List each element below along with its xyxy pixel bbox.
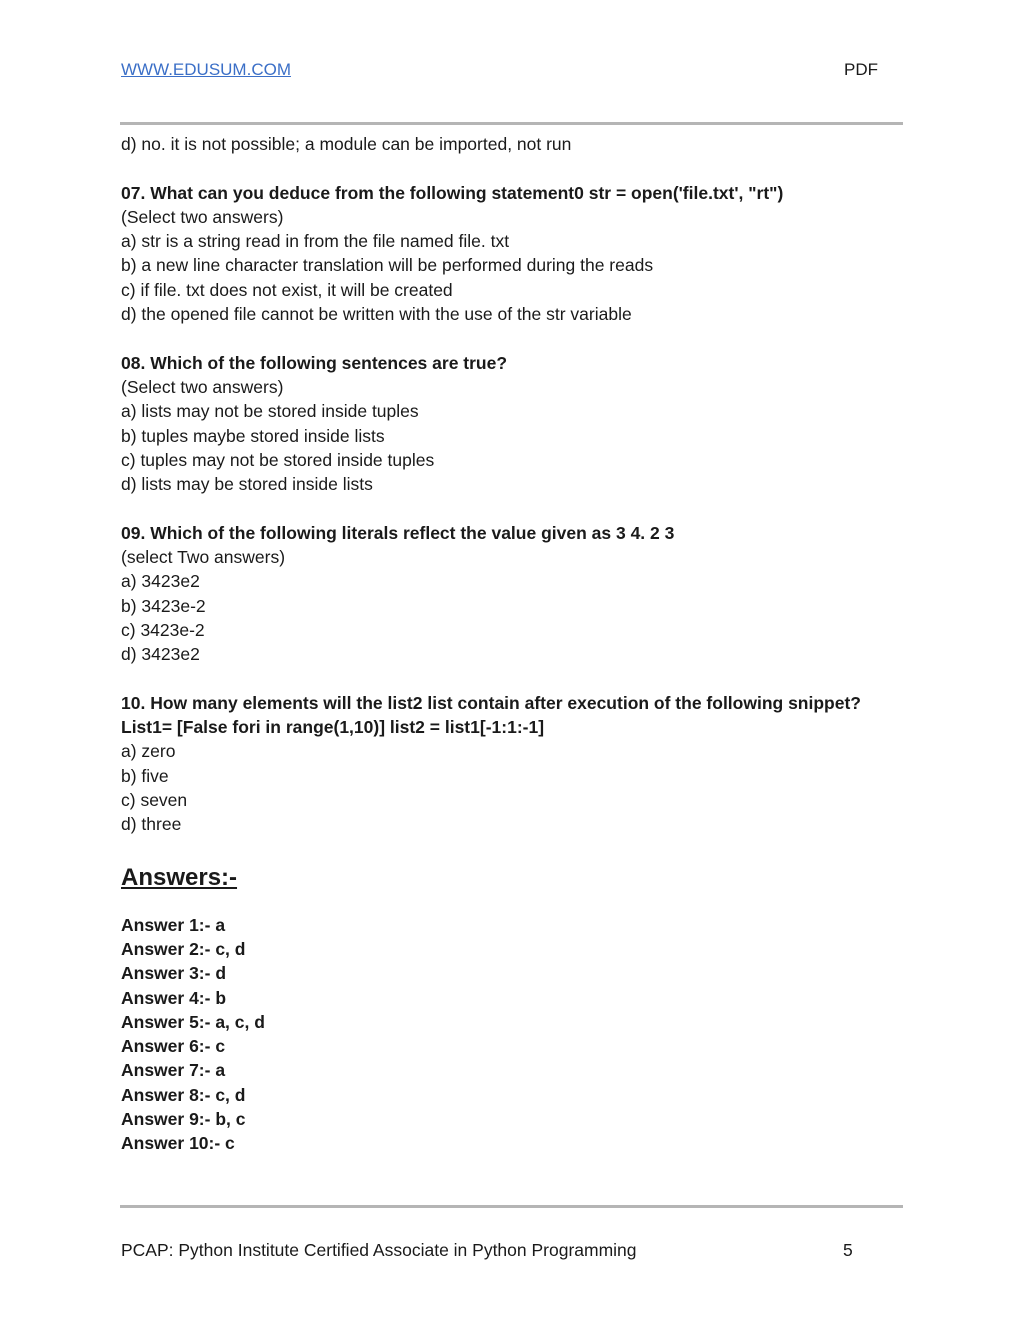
question-title: 08. Which of the following sentences are true? [121,352,508,373]
answer-item: Answer 4:- b [121,987,227,1008]
option-d: d) the opened file cannot be written with the use of the str variable [121,304,632,325]
answer-item: Answer 8:- c, d [121,1084,246,1105]
page-number: 5 [843,1240,853,1260]
question-instruction: (select Two answers) [121,547,286,568]
format-label: PDF [844,60,878,79]
page-content [121,132,911,1156]
answer-item: Answer 2:- c, d [121,938,246,959]
question-title: 09. Which of the following literals reflect the value given as 3 4. 2 3 [121,522,675,543]
answers-list [121,913,911,1156]
option-b: b) 3423e-2 [121,595,206,616]
option-b: b) tuples maybe stored inside lists [121,425,385,446]
question-07 [121,181,911,327]
question-instruction: (Select two answers) [121,376,284,397]
option-d: d) lists may be stored inside lists [121,474,373,495]
answer-item: Answer 6:- c [121,1036,226,1057]
option-a: a) zero [121,741,176,762]
answer-item: Answer 5:- a, c, d [121,1011,265,1032]
answer-item: Answer 7:- a [121,1060,226,1081]
question-code-snippet: List1= [False fori in range(1,10)] list2 = list1[-1:1:-1] [121,717,545,738]
question-08 [121,351,911,497]
option-a: a) lists may not be stored inside tuples [121,401,419,422]
option-c: c) if file. txt does not exist, it will be created [121,279,453,300]
answer-item: Answer 3:- d [121,963,227,984]
footer-title: PCAP: Python Institute Certified Associate in Python Programming [121,1240,637,1260]
carryover-option: d) no. it is not possible; a module can be imported, not run [121,134,572,154]
question-title: 07. What can you deduce from the following statement0 str = open('file.txt', "rt") [121,182,784,203]
answer-item: Answer 9:- b, c [121,1108,246,1129]
answer-item: Answer 10:- c [121,1133,235,1154]
option-c: c) seven [121,790,188,811]
option-c: c) tuples may not be stored inside tuples [121,449,435,470]
site-link[interactable]: WWW.EDUSUM.COM [121,60,291,79]
question-title: 10. How many elements will the list2 list contain after execution of the following snippet? [121,692,861,713]
option-a: a) str is a string read in from the file named file. txt [121,231,510,252]
footer-divider [120,1205,903,1208]
answers-heading: Answers:- [121,863,238,891]
option-c: c) 3423e-2 [121,619,205,640]
header-divider [120,122,903,125]
option-a: a) 3423e2 [121,571,200,592]
answer-item: Answer 1:- a [121,914,226,935]
option-d: d) three [121,814,182,835]
question-10 [121,691,911,837]
question-09 [121,521,911,667]
option-d: d) 3423e2 [121,644,200,665]
question-instruction: (Select two answers) [121,206,284,227]
option-b: b) a new line character translation will be performed during the reads [121,255,654,276]
option-b: b) five [121,765,169,786]
